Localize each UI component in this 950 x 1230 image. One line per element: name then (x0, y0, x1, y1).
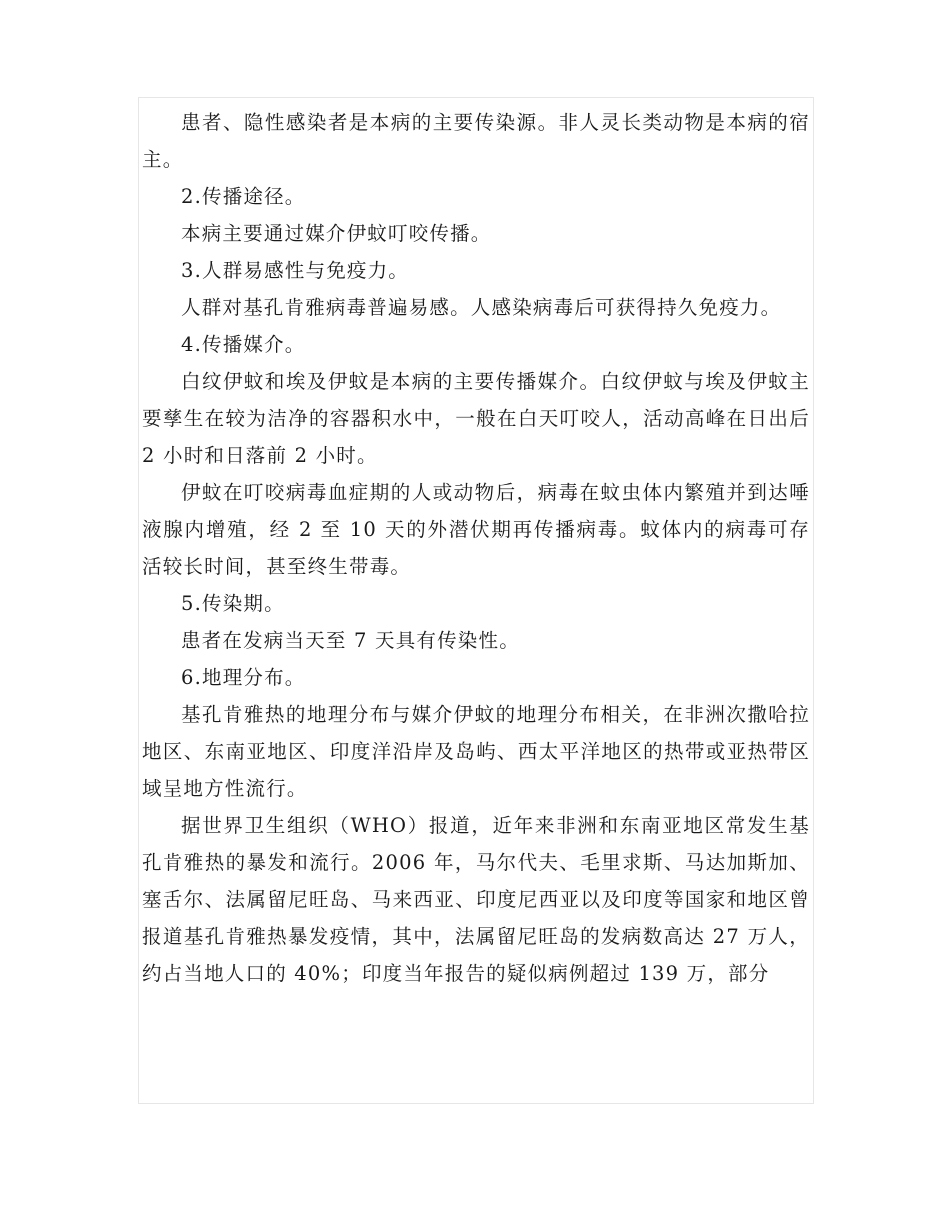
paragraph-vector-incubation: 伊蚊在叮咬病毒血症期的人或动物后，病毒在蚊虫体内繁殖并到达唾液腺内增殖，经 2 至 10 天的外潜伏期再传播病毒。蚊体内的病毒可存活较长时间，甚至终生带毒。 (142, 481, 810, 578)
heading-geographic-distribution: 6.地理分布。 (181, 666, 306, 689)
heading-vector: 4.传播媒介。 (181, 333, 306, 356)
heading-transmission-route: 2.传播途径。 (181, 185, 306, 208)
paragraph-who-report: 据世界卫生组织（WHO）报道，近年来非洲和东南亚地区常发生基孔肯雅热的暴发和流行。2006 年，马尔代夫、毛里求斯、马达加斯加、塞舌尔、法属留尼旺岛、马来西亚、印度尼西亚以及印度等国家和地区曾报道基孔肯雅热暴发疫情，其中，法属留尼旺岛的发病数高达 27 万人，约占当地人口的 40%；印度当年报告的疑似病例超过 139 万，部分 (142, 814, 810, 985)
paragraph-susceptibility: 人群对基孔肯雅病毒普遍易感。人感染病毒后可获得持久免疫力。 (181, 296, 782, 319)
paragraph-source-of-infection: 患者、隐性感染者是本病的主要传染源。非人灵长类动物是本病的宿主。 (142, 111, 810, 171)
paragraph-infectious-period: 患者在发病当天至 7 天具有传染性。 (181, 629, 520, 652)
heading-susceptibility: 3.人群易感性与免疫力。 (181, 259, 410, 282)
heading-infectious-period: 5.传染期。 (181, 592, 285, 615)
paragraph-transmission-route: 本病主要通过媒介伊蚊叮咬传播。 (181, 222, 492, 245)
paragraph-vector-species: 白纹伊蚊和埃及伊蚊是本病的主要传播媒介。白纹伊蚊与埃及伊蚊主要孳生在较为洁净的容器积水中，一般在白天叮咬人，活动高峰在日出后 2 小时和日落前 2 小时。 (142, 370, 810, 467)
paragraph-geographic-distribution: 基孔肯雅热的地理分布与媒介伊蚊的地理分布相关，在非洲次撒哈拉地区、东南亚地区、印度洋沿岸及岛屿、西太平洋地区的热带或亚热带区域呈地方性流行。 (142, 703, 810, 800)
document-body (142, 104, 810, 992)
